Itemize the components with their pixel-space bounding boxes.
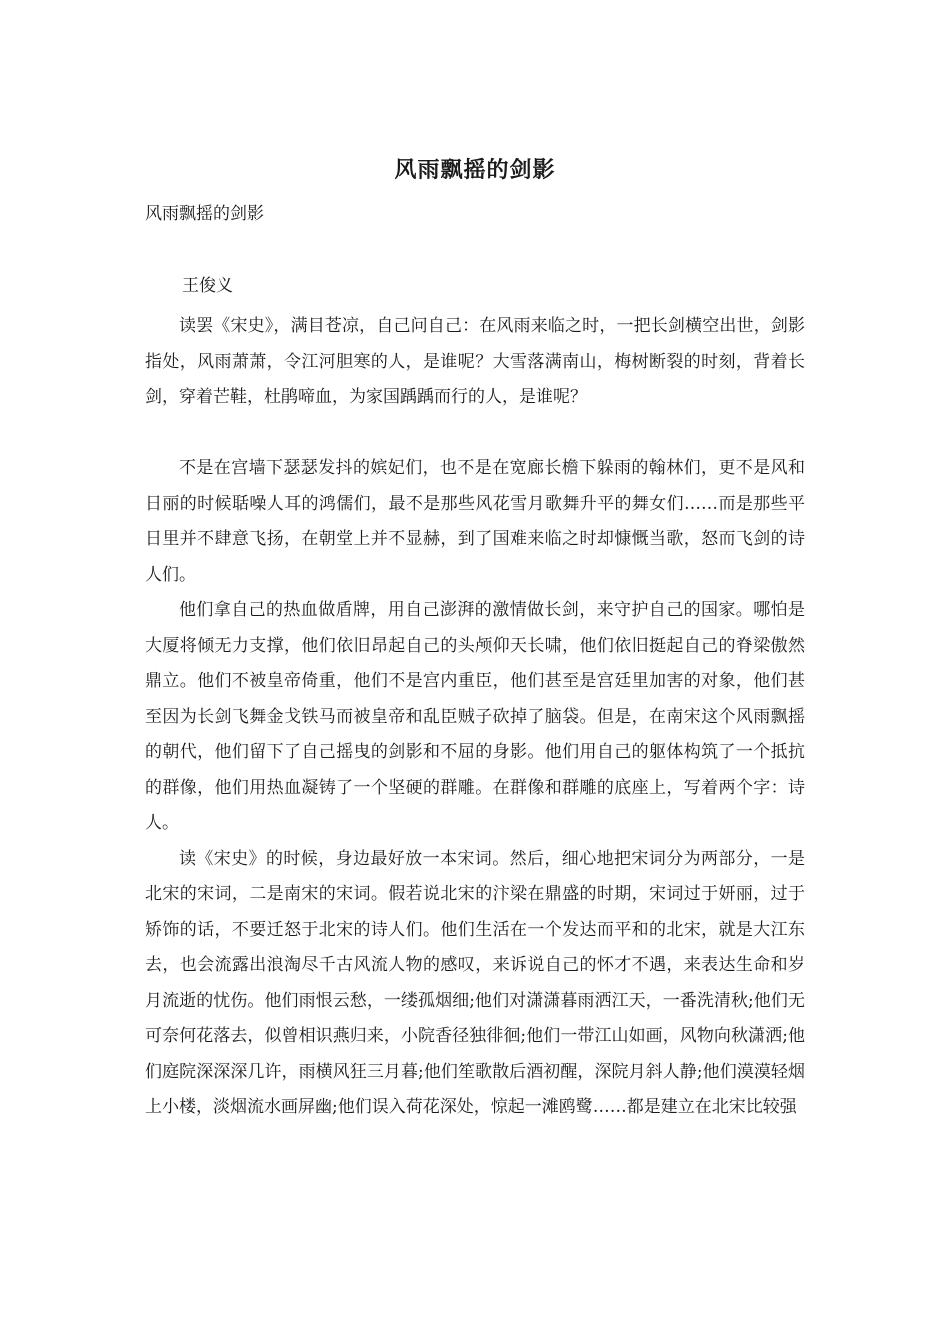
paragraph-2: 不是在宫墙下瑟瑟发抖的嫔妃们，也不是在宽廊长檐下躲雨的翰林们，更不是风和日丽的时候聒噪人耳的鸿儒们，最不是那些风花雪月歌舞升平的舞女们……而是那些平日里并不肆意飞扬，在朝堂上并不显赫，到了国难来临之时却慷慨当歌，怒而飞剑的诗人们。 — [145, 458, 805, 585]
paragraph-1: 读罢《宋史》，满目苍凉，自己问自己：在风雨来临之时，一把长剑横空出世，剑影指处，风雨萧萧，令江河胆寒的人，是谁呢？大雪落满南山，梅树断裂的时刻，背着长剑，穿着芒鞋，杜鹃啼血，为家国踽踽而行的人，是谁呢？ — [145, 316, 805, 407]
paragraph-4: 读《宋史》的时候，身边最好放一本宋词。然后，细心地把宋词分为两部分，一是北宋的宋词，二是南宋的宋词。假若说北宋的汴梁在鼎盛的时期，宋词过于妍丽，过于矫饰的话，不要迁怒于北宋的诗人们。他们生活在一个发达而平和的北宋，就是大江东去，也会流露出浪淘尽千古风流人物的感叹，来诉说自己的怀才不遇，来表达生命和岁月流逝的忧伤。他们雨恨云愁，一缕孤烟细;他们对潇潇暮雨洒江天，一番洗清秋;他们无可奈何花落去，似曾相识燕归来，小院香径独徘徊;他们一带江山如画，风物向秋潇洒;他们庭院深深深几许，雨横风狂三月暮;他们笙歌散后酒初醒，深院月斜人静;他们漠漠轻烟上小楼，淡烟流水画屏幽;他们误入荷花深处，惊起一滩鸥鹭……都是建立在北宋比较强 — [145, 848, 805, 1117]
document-body — [145, 309, 805, 1126]
paragraph-3: 他们拿自己的热血做盾牌，用自己澎湃的激情做长剑，来守护自己的国家。哪怕是大厦将倾无力支撑，他们依旧昂起自己的头颅仰天长啸，他们依旧挺起自己的脊梁傲然鼎立。他们不被皇帝倚重，他们不是宫内重臣，他们甚至是宫廷里加害的对象，他们甚至因为长剑飞舞金戈铁马而被皇帝和乱臣贼子砍掉了脑袋。但是，在南宋这个风雨飘摇的朝代，他们留下了自己摇曳的剑影和不屈的身影。他们用自己的躯体构筑了一个抵抗的群像，他们用热血凝铸了一个坚硬的群雕。在群像和群雕的底座上，写着两个字：诗人。 — [145, 600, 805, 833]
document-subtitle: 风雨飘摇的剑影 — [145, 204, 264, 224]
author-name: 王俊义 — [182, 276, 233, 296]
document-title: 风雨飘摇的剑影 — [394, 157, 556, 183]
